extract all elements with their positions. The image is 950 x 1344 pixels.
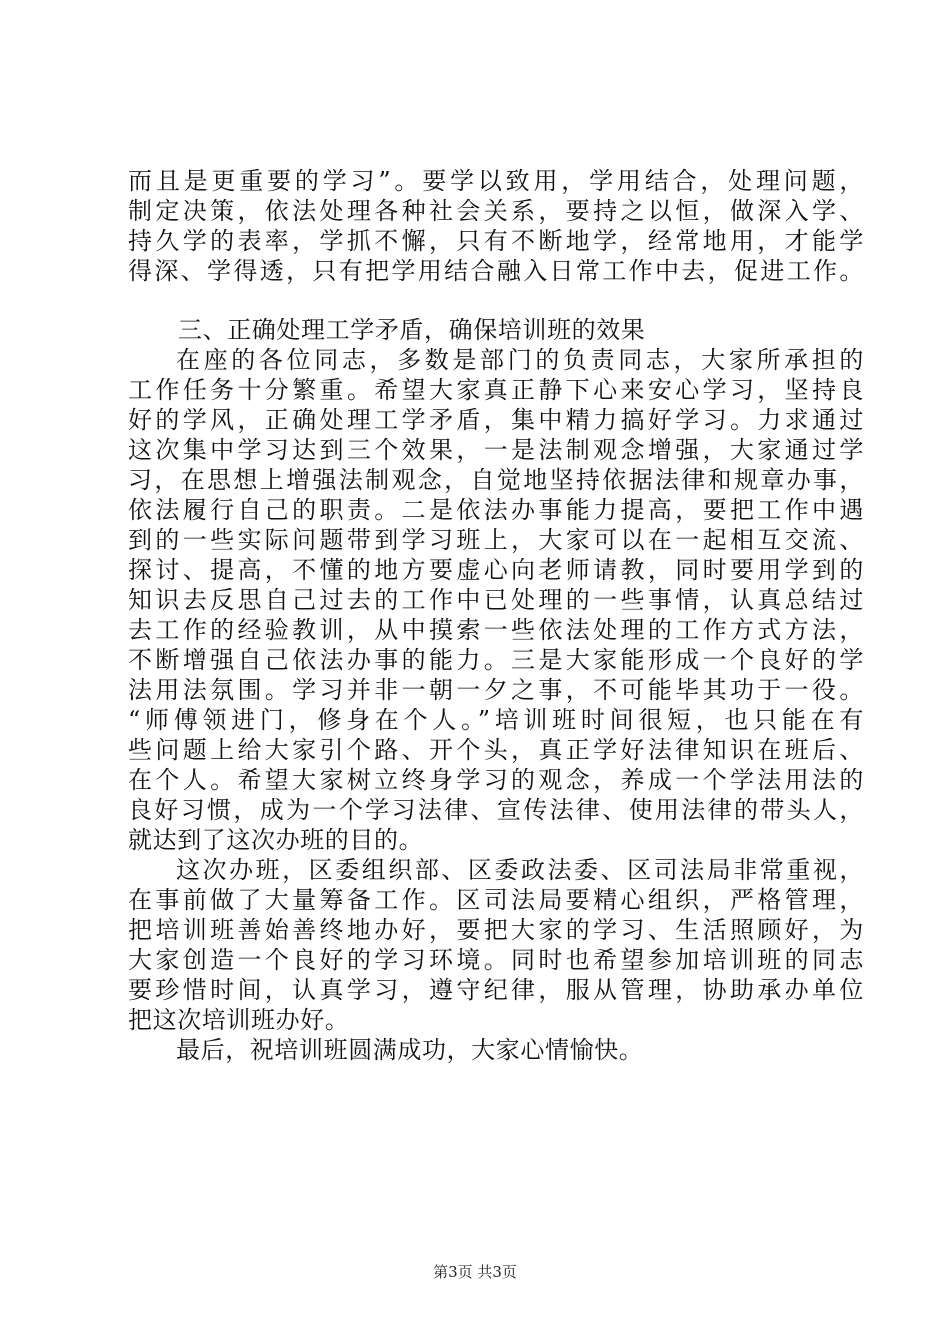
text-line: 这次办班，区委组织部、区委政法委、区司法局非常重视， [176, 856, 864, 884]
text-line: 好的学风，正确处理工学矛盾，集中精力搞好学习。力求通过 [128, 406, 864, 434]
text-line: 这次集中学习达到三个效果，一是法制观念增强，大家通过学 [128, 436, 864, 464]
text-line: “师傅领进门，修身在个人。”培训班时间很短，也只能在有 [128, 706, 864, 734]
text-line: 把培训班善始善终地办好，要把大家的学习、生活照顾好，为 [128, 916, 864, 944]
paragraph-3 [128, 855, 864, 1035]
text-line: 良好习惯，成为一个学习法律、宣传法律、使用法律的带头人， [128, 796, 864, 824]
text-line: 持久学的表率，学抓不懈，只有不断地学，经常地用，才能学 [128, 227, 864, 255]
page-number-footer: 第3页 共3页 [433, 1263, 517, 1281]
paragraph-4 [128, 1035, 864, 1065]
section-heading: 三、正确处理工学矛盾，确保培训班的效果 [178, 316, 646, 344]
text-line: 最后，祝培训班圆满成功，大家心情愉快。 [176, 1036, 644, 1064]
text-line: 在个人。希望大家树立终身学习的观念，养成一个学法用法的 [128, 766, 864, 794]
text-line: 到的一些实际问题带到学习班上，大家可以在一起相互交流、 [128, 526, 864, 554]
text-line: 依法履行自己的职责。二是依法办事能力提高，要把工作中遇 [128, 496, 864, 524]
text-line: 就达到了这次办班的目的。 [128, 826, 424, 854]
paragraph-2 [128, 345, 864, 855]
document-body [128, 166, 864, 1065]
text-line: 法用法氛围。学习并非一朝一夕之事，不可能毕其功于一役。 [128, 676, 864, 704]
text-line: 而且是更重要的学习”。要学以致用，学用结合，处理问题， [128, 167, 864, 195]
text-line: 在事前做了大量筹备工作。区司法局要精心组织，严格管理， [128, 886, 864, 914]
text-line: 得深、学得透，只有把学用结合融入日常工作中去，促进工作。 [128, 257, 864, 285]
text-line: 在座的各位同志，多数是部门的负责同志，大家所承担的 [176, 346, 864, 374]
text-line: 不断增强自己依法办事的能力。三是大家能形成一个良好的学 [128, 646, 864, 674]
text-line: 大家创造一个良好的学习环境。同时也希望参加培训班的同志 [128, 946, 864, 974]
text-line: 要珍惜时间，认真学习，遵守纪律，服从管理，协助承办单位 [128, 976, 864, 1004]
text-line: 探讨、提高，不懂的地方要虚心向老师请教，同时要用学到的 [128, 556, 864, 584]
text-line: 知识去反思自己过去的工作中已处理的一些事情，认真总结过 [128, 586, 864, 614]
text-line: 工作任务十分繁重。希望大家真正静下心来安心学习，坚持良 [128, 376, 864, 404]
text-line: 习，在思想上增强法制观念，自觉地坚持依据法律和规章办事， [128, 466, 864, 494]
text-line: 去工作的经验教训，从中摸索一些依法处理的工作方式方法， [128, 616, 864, 644]
text-line: 把这次培训班办好。 [128, 1006, 350, 1034]
text-line: 制定决策，依法处理各种社会关系，要持之以恒，做深入学、 [128, 197, 864, 225]
text-line: 些问题上给大家引个路、开个头，真正学好法律知识在班后、 [128, 736, 864, 764]
paragraph-gap [128, 286, 864, 315]
paragraph-1 [128, 166, 864, 286]
